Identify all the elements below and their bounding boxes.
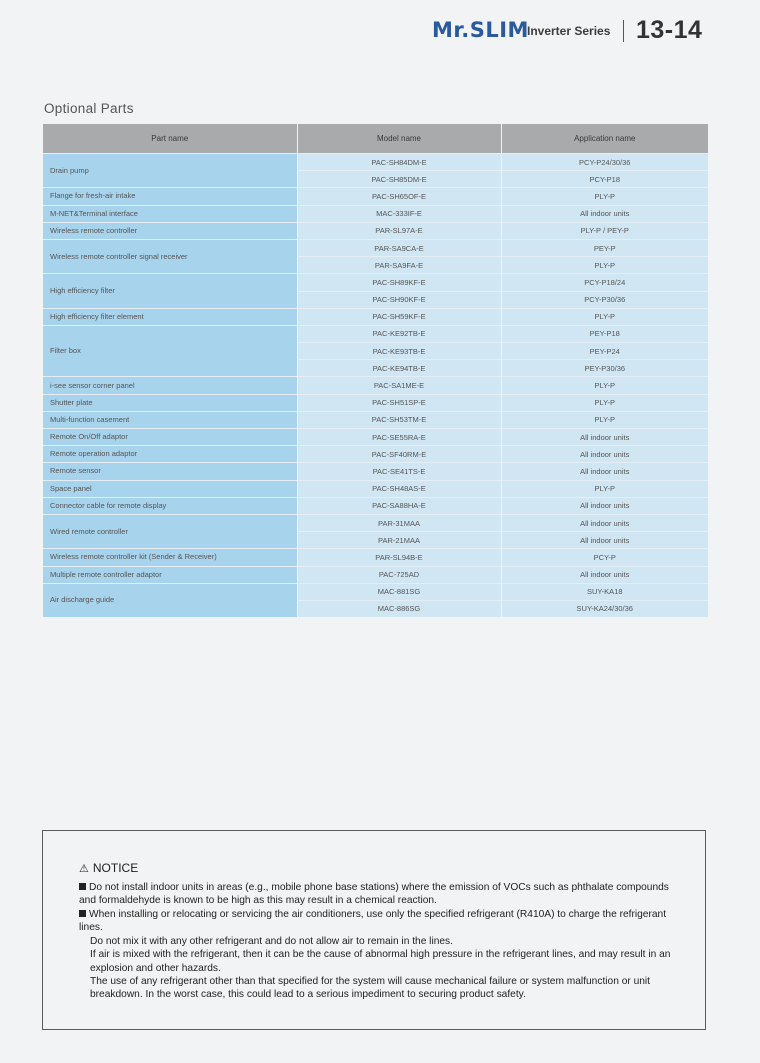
part-name-cell: Wireless remote controller (43, 222, 297, 239)
application-name-cell: PLY-P / PEY-P (501, 222, 708, 239)
model-name-cell: PAC-SE55RA-E (297, 429, 501, 446)
application-name-cell: PEY-P (501, 239, 708, 256)
part-name-cell: Wireless remote controller kit (Sender & Receiver) (43, 549, 297, 566)
notice-heading (79, 861, 138, 875)
table-row (43, 463, 708, 480)
model-name-cell: PAR-21MAA (297, 532, 501, 549)
table-row (43, 325, 708, 342)
model-name-cell: MAC-886SG (297, 600, 501, 617)
application-name-cell: PEY-P18 (501, 325, 708, 342)
model-name-cell: PAC-SA88HA-E (297, 497, 501, 514)
application-name-cell: PLY-P (501, 411, 708, 428)
notice-line (79, 908, 679, 935)
part-name-cell: Connector cable for remote display (43, 497, 297, 514)
part-name-cell: Filter box (43, 325, 297, 377)
application-name-cell: PLY-P (501, 257, 708, 274)
table-row (43, 497, 708, 514)
page-number: 13-14 (636, 16, 703, 44)
model-name-cell: MAC-333IF-E (297, 205, 501, 222)
table-row (43, 274, 708, 291)
table-row (43, 480, 708, 497)
optional-parts-table (43, 124, 708, 617)
bullet-square-icon (79, 883, 86, 890)
model-name-cell: PAC-KE93TB-E (297, 343, 501, 360)
table-row (43, 583, 708, 600)
application-name-cell: SUY-KA24/30/36 (501, 600, 708, 617)
model-name-cell: PAC-SH51SP-E (297, 394, 501, 411)
model-name-cell: PAC-KE94TB-E (297, 360, 501, 377)
table-row (43, 446, 708, 463)
table-row (43, 514, 708, 531)
model-name-cell: PAR-31MAA (297, 514, 501, 531)
bullet-square-icon (79, 910, 86, 917)
application-name-cell: PLY-P (501, 308, 708, 325)
notice-line: If air is mixed with the refrigerant, then it can be the cause of abnormal high pressure in the refrigerant lines, and may result in an explosion and other hazards. (90, 949, 671, 974)
model-name-cell: PAC-SH65OF-E (297, 188, 501, 205)
table-row (43, 154, 708, 171)
part-name-cell: i-see sensor corner panel (43, 377, 297, 394)
notice-text: When installing or relocating or servicing the air conditioners, use only the specified refrigerant (R410A) to charge the refrigerant lines. (79, 909, 667, 934)
model-name-cell: PAC-SH59KF-E (297, 308, 501, 325)
column-header-part-name: Part name (43, 124, 297, 154)
table-row (43, 222, 708, 239)
table-header-row (43, 124, 708, 154)
notice-text: Do not install indoor units in areas (e.g., mobile phone base stations) where the emission of VOCs such as phthalate compounds and formaldehyde is known to be high as this may result in a chemical reaction. (79, 882, 669, 907)
column-header-application-name: Application name (501, 124, 708, 154)
model-name-cell: PAC-SE41TS-E (297, 463, 501, 480)
notice-box (42, 830, 706, 1030)
application-name-cell: PLY-P (501, 480, 708, 497)
application-name-cell: All indoor units (501, 463, 708, 480)
table-row (43, 308, 708, 325)
series-label: Inverter Series (527, 24, 611, 38)
part-name-cell: Space panel (43, 480, 297, 497)
brand-logo: Mr.SLIM (432, 18, 529, 42)
application-name-cell: All indoor units (501, 514, 708, 531)
application-name-cell: PEY-P24 (501, 343, 708, 360)
application-name-cell: All indoor units (501, 532, 708, 549)
application-name-cell: PLY-P (501, 394, 708, 411)
model-name-cell: PAC-SH53TM-E (297, 411, 501, 428)
model-name-cell: PAC-SH84DM-E (297, 154, 501, 171)
application-name-cell: PLY-P (501, 377, 708, 394)
page-header (0, 14, 760, 50)
table-body (43, 154, 708, 618)
model-name-cell: PAC-SH90KF-E (297, 291, 501, 308)
application-name-cell: All indoor units (501, 497, 708, 514)
application-name-cell: PCY-P24/30/36 (501, 154, 708, 171)
model-name-cell: PAC-SA1ME-E (297, 377, 501, 394)
model-name-cell: PAR-SL97A-E (297, 222, 501, 239)
part-name-cell: Shutter plate (43, 394, 297, 411)
part-name-cell: High efficiency filter (43, 274, 297, 308)
part-name-cell: Remote operation adaptor (43, 446, 297, 463)
column-header-model-name: Model name (297, 124, 501, 154)
application-name-cell: All indoor units (501, 205, 708, 222)
part-name-cell: Drain pump (43, 154, 297, 188)
model-name-cell: PAC-SH89KF-E (297, 274, 501, 291)
model-name-cell: MAC-881SG (297, 583, 501, 600)
part-name-cell: M-NET&Terminal interface (43, 205, 297, 222)
part-name-cell: Air discharge guide (43, 583, 297, 617)
application-name-cell: PCY-P (501, 549, 708, 566)
model-name-cell: PAC-KE92TB-E (297, 325, 501, 342)
notice-line (79, 881, 679, 908)
header-divider (623, 20, 624, 42)
table-row (43, 205, 708, 222)
notice-line: The use of any refrigerant other than that specified for the system will cause mechanical failure or system malfunction or unit breakdown. In the worst case, this could lead to a serious impediment to securing product safety. (90, 976, 651, 1001)
part-name-cell: Wireless remote controller signal receiver (43, 239, 297, 273)
notice-line: Do not mix it with any other refrigerant and do not allow air to remain in the lines. (90, 935, 453, 947)
part-name-cell: Wired remote controller (43, 514, 297, 548)
table-row (43, 549, 708, 566)
part-name-cell: Remote On/Off adaptor (43, 429, 297, 446)
application-name-cell: PCY-P30/36 (501, 291, 708, 308)
notice-title: NOTICE (92, 861, 139, 875)
table-row (43, 566, 708, 583)
part-name-cell: Multi-function casement (43, 411, 297, 428)
part-name-cell: Remote sensor (43, 463, 297, 480)
part-name-cell: Flange for fresh-air intake (43, 188, 297, 205)
section-title: Optional Parts (44, 101, 134, 116)
application-name-cell: All indoor units (501, 429, 708, 446)
table-row (43, 239, 708, 256)
table-row (43, 411, 708, 428)
model-name-cell: PAR-SA9FA-E (297, 257, 501, 274)
warning-triangle-icon: ⚠ (79, 862, 89, 875)
application-name-cell: PLY-P (501, 188, 708, 205)
application-name-cell: PCY-P18 (501, 171, 708, 188)
table-row (43, 394, 708, 411)
table-row (43, 377, 708, 394)
model-name-cell: PAC-SH85DM-E (297, 171, 501, 188)
table-row (43, 188, 708, 205)
application-name-cell: SUY-KA18 (501, 583, 708, 600)
part-name-cell: Multiple remote controller adaptor (43, 566, 297, 583)
part-name-cell: High efficiency filter element (43, 308, 297, 325)
application-name-cell: PCY-P18/24 (501, 274, 708, 291)
model-name-cell: PAC-SF40RM-E (297, 446, 501, 463)
notice-item-refrigerant (79, 908, 679, 1002)
model-name-cell: PAR-SL94B-E (297, 549, 501, 566)
model-name-cell: PAC-725AD (297, 566, 501, 583)
application-name-cell: All indoor units (501, 446, 708, 463)
application-name-cell: PEY-P30/36 (501, 360, 708, 377)
table-row (43, 429, 708, 446)
model-name-cell: PAC-SH48AS-E (297, 480, 501, 497)
application-name-cell: All indoor units (501, 566, 708, 583)
notice-item-voc (79, 881, 679, 908)
model-name-cell: PAR-SA9CA-E (297, 239, 501, 256)
